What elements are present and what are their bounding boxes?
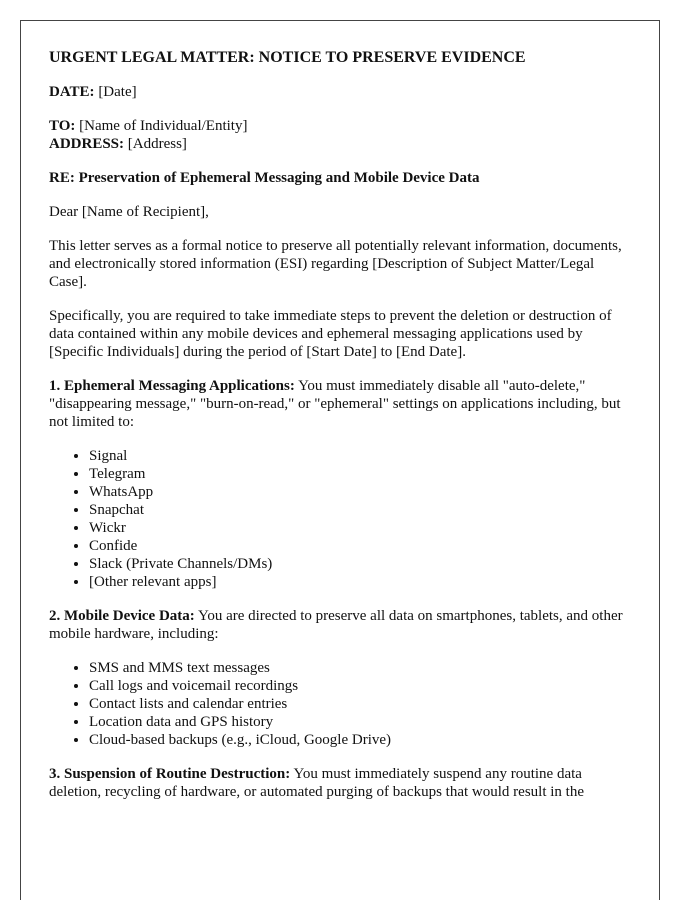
section-3-heading: 3. Suspension of Routine Destruction: (49, 766, 291, 782)
list-item: • Slack (Private Channels/DMs) (89, 555, 635, 573)
salutation: Dear [Name of Recipient], (49, 204, 209, 220)
section-1-paragraph (49, 377, 635, 431)
list-item: • Snapchat (89, 501, 635, 519)
specifics-paragraph: Specifically, you are required to take immediate steps to prevent the deletion or destruction of data contained within any mobile devices and ephemeral messaging applications used by [Specific Individuals] during the period of [Start Date] to [End Date]. (49, 308, 612, 360)
letter-title: URGENT LEGAL MATTER: NOTICE TO PRESERVE EVIDENCE (49, 49, 526, 66)
section-1-text: You must immediately disable all "auto-delete," "disappearing message," "burn-on-read," or "ephemeral" settings on applications including, but not limited to: (49, 378, 621, 430)
list-item: • Signal (89, 447, 635, 465)
section-3-paragraph (49, 765, 635, 801)
list-item: • Cloud-based backups (e.g., iCloud, Google Drive) (89, 731, 635, 749)
address-label: ADDRESS: (49, 136, 125, 152)
to-label: TO: (49, 118, 76, 134)
intro-paragraph: This letter serves as a formal notice to preserve all potentially relevant information, documents, and electronically stored information (ESI) regarding [Description of Subject Matter/Legal Case]. (49, 238, 622, 290)
section-2-text: You are directed to preserve all data on smartphones, tablets, and other mobile hardware, including: (49, 608, 623, 642)
messaging-apps-list (49, 447, 635, 591)
list-item: • Location data and GPS history (89, 713, 635, 731)
section-2-paragraph (49, 607, 635, 643)
letter-page (20, 20, 660, 900)
list-item: • Contact lists and calendar entries (89, 695, 635, 713)
date-line (49, 83, 635, 101)
list-item: • WhatsApp (89, 483, 635, 501)
letter-body (49, 49, 635, 817)
to-value: [Name of Individual/Entity] (79, 118, 248, 134)
device-data-list (49, 659, 635, 749)
section-3-text: You must immediately suspend any routine data deletion, recycling of hardware, or automated purging of backups that would result in the (49, 766, 584, 800)
recipient-block (49, 117, 635, 153)
list-item: • Telegram (89, 465, 635, 483)
list-item: • SMS and MMS text messages (89, 659, 635, 677)
list-item: • Confide (89, 537, 635, 555)
date-value: [Date] (98, 84, 137, 100)
address-value: [Address] (127, 136, 187, 152)
subject-line: RE: Preservation of Ephemeral Messaging and Mobile Device Data (49, 170, 480, 186)
list-item: • [Other relevant apps] (89, 573, 635, 591)
date-label: DATE: (49, 84, 95, 100)
list-item: • Call logs and voicemail recordings (89, 677, 635, 695)
section-2-heading: 2. Mobile Device Data: (49, 608, 195, 624)
list-item: • Wickr (89, 519, 635, 537)
section-1-heading: 1. Ephemeral Messaging Applications: (49, 378, 295, 394)
